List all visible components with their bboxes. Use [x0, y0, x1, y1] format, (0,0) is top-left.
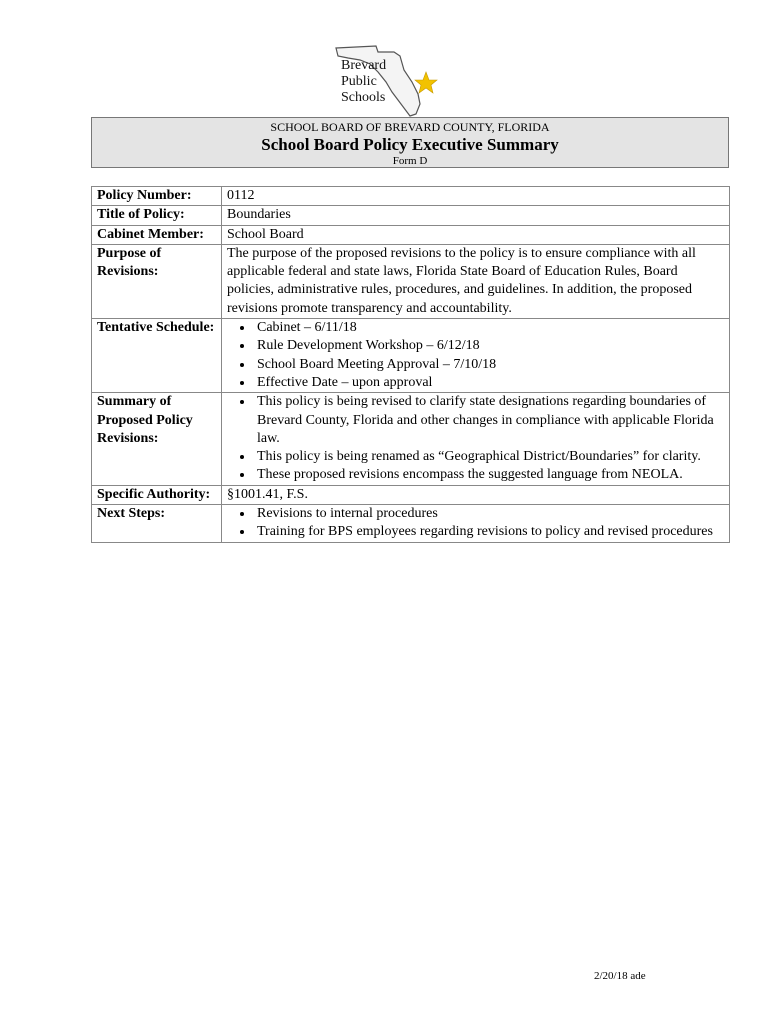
purpose-value: The purpose of the proposed revisions to the policy is to ensure compliance with all applicable federal and state laws, Florida State Board of Education Rules, Board policies, administrative rules, procedures, and guidelines. In addition, the proposed revisions promote transparency and accountability.: [222, 244, 730, 318]
list-item: • Effective Date – upon approval: [254, 374, 726, 392]
list-item: • This policy is being renamed as “Geographical District/Boundaries” for clarity.: [254, 448, 726, 466]
list-item: • Cabinet – 6/11/18: [254, 319, 726, 337]
schedule-list: [227, 319, 726, 392]
list-item: • This policy is being revised to clarify state designations regarding boundaries of Brevard County, Florida and other changes in compliance with applicable Florida law.: [254, 393, 726, 448]
list-item: • Training for BPS employees regarding revisions to policy and revised procedures: [254, 523, 726, 541]
table-row-schedule: [92, 319, 730, 393]
page-title: School Board Policy Executive Summary: [261, 135, 559, 154]
schedule-value: [222, 319, 730, 393]
purpose-label: Purpose of Revisions:: [92, 244, 222, 318]
list-item: • School Board Meeting Approval – 7/10/18: [254, 356, 726, 374]
next-steps-value: [222, 505, 730, 543]
table-row-title: [92, 206, 730, 225]
summary-list: [227, 393, 726, 484]
policy-number-label: Policy Number:: [92, 187, 222, 206]
form-label: Form D: [392, 155, 428, 167]
brevard-logo: [330, 42, 440, 120]
authority-label: Specific Authority:: [92, 485, 222, 504]
footer-date: 2/20/18 ade: [594, 970, 646, 982]
next-steps-label: Next Steps:: [92, 505, 222, 543]
summary-value: [222, 393, 730, 485]
policy-summary-table: [91, 186, 730, 543]
logo-line-3: Schools: [341, 90, 386, 105]
star-icon: [415, 72, 437, 93]
table-row-cabinet-member: [92, 225, 730, 244]
logo-line-2: Public: [341, 74, 377, 89]
next-steps-list: [227, 505, 726, 542]
logo-line-1: Brevard: [341, 58, 387, 73]
schedule-label: Tentative Schedule:: [92, 319, 222, 393]
table-row-summary: [92, 393, 730, 485]
organization-name: SCHOOL BOARD OF BREVARD COUNTY, FLORIDA: [270, 120, 550, 134]
summary-label: Summary of Proposed Policy Revisions:: [92, 393, 222, 485]
cabinet-member-label: Cabinet Member:: [92, 225, 222, 244]
table-row-authority: [92, 485, 730, 504]
header-box: [91, 117, 729, 168]
table-row-policy-number: [92, 187, 730, 206]
table-row-next-steps: [92, 505, 730, 543]
policy-title-value: Boundaries: [222, 206, 730, 225]
authority-value: §1001.41, F.S.: [222, 485, 730, 504]
cabinet-member-value: School Board: [222, 225, 730, 244]
logo-text: [341, 58, 386, 106]
list-item: • Rule Development Workshop – 6/12/18: [254, 337, 726, 355]
list-item: • These proposed revisions encompass the suggested language from NEOLA.: [254, 466, 726, 484]
policy-number-value: 0112: [222, 187, 730, 206]
table-row-purpose: [92, 244, 730, 318]
policy-title-label: Title of Policy:: [92, 206, 222, 225]
list-item: • Revisions to internal procedures: [254, 505, 726, 523]
